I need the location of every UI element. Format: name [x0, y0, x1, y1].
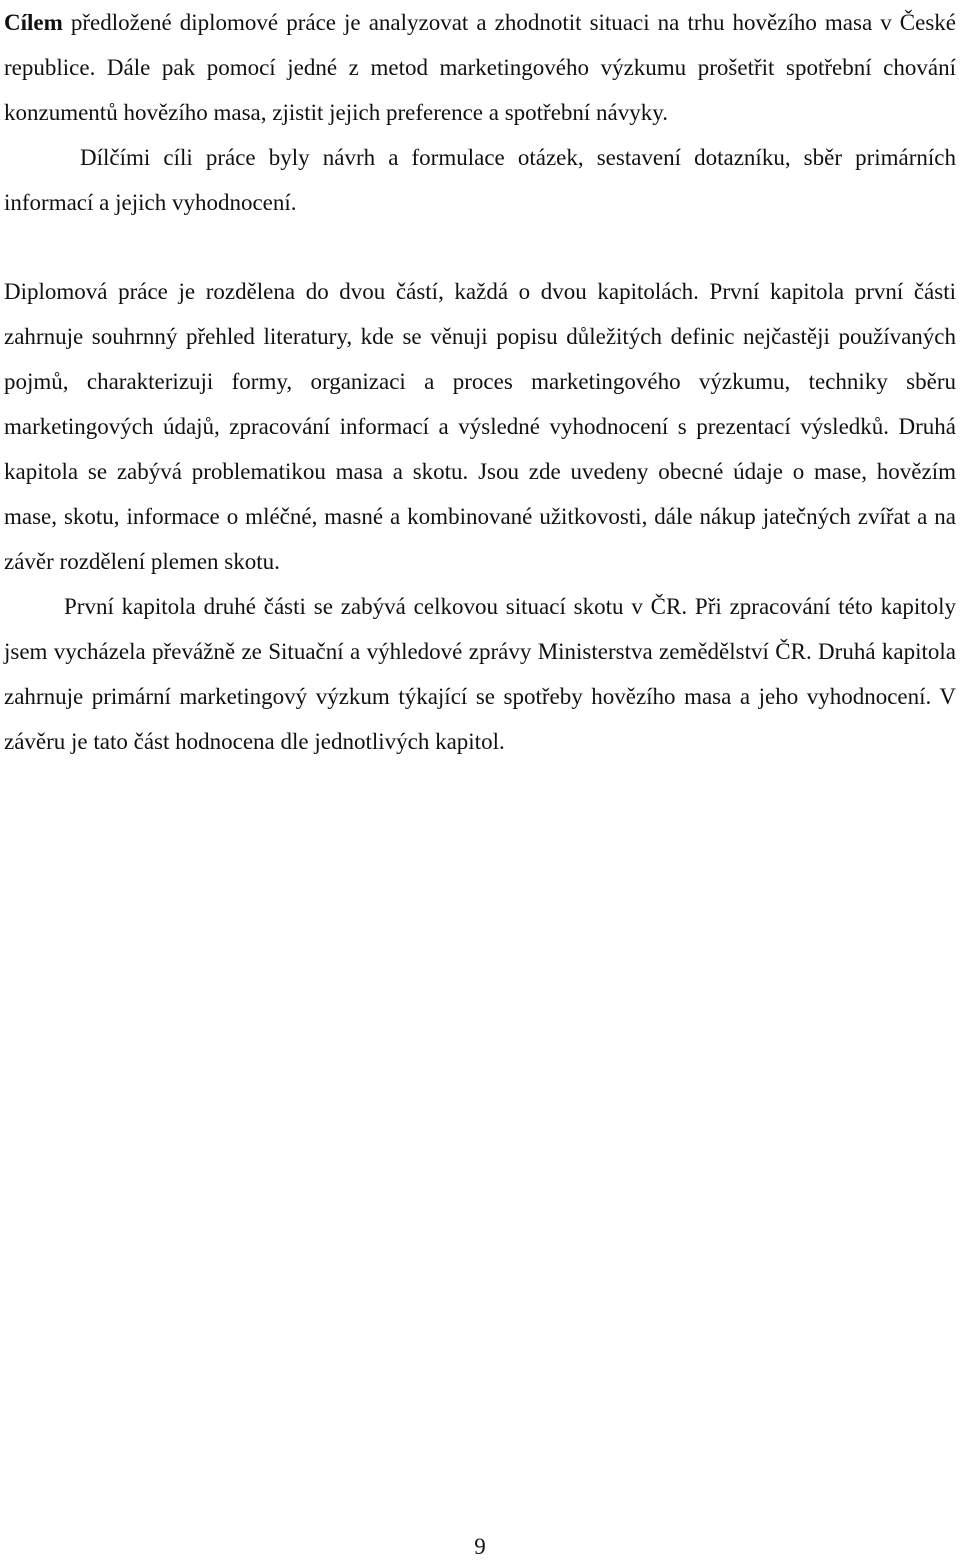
paragraph-spacer: [4, 225, 956, 269]
paragraph-second-part: První kapitola druhé části se zabývá celkovou situací skotu v ČR. Při zpracování této kapitoly jsem vycházela převážně ze Situační a výhledové zprávy Ministerstva zemědělství ČR. Druhá kapitola zahrnuje primární marketingový výzkum týkající se spotřeby hovězího masa a jeho vyhodnocení. V závěru je tato část hodnocena dle jednotlivých kapitol.: [4, 594, 956, 754]
paragraph-goal: [4, 0, 956, 135]
document-page: [4, 0, 956, 764]
paragraph-partial-goals: Dílčími cíli práce byly návrh a formulace otázek, sestavení dotazníku, sběr primárních informací a jejich vyhodnocení.: [4, 145, 956, 215]
page-number: 9: [474, 1534, 486, 1559]
goal-lead-word: Cílem: [4, 10, 63, 35]
goal-text: předložené diplomové práce je analyzovat a zhodnotit situaci na trhu hovězího masa v České republice. Dále pak pomocí jedné z metod marketingového výzkumu prošetřit spotřební chování konzumentů hovězího masa, zjistit jejich preference a spotřební návyky.: [4, 10, 956, 125]
paragraph-structure: Diplomová práce je rozdělena do dvou částí, každá o dvou kapitolách. První kapitola první části zahrnuje souhrnný přehled literatury, kde se věnuji popisu důležitých definic nejčastěji používaných pojmů, charakterizuji formy, organizaci a proces marketingového výzkumu, techniky sběru marketingových údajů, zpracování informací a výsledné vyhodnocení s prezentací výsledků. Druhá kapitola se zabývá problematikou masa a skotu. Jsou zde uvedeny obecné údaje o mase, hovězím mase, skotu, informace o mléčné, masné a kombinované užitkovosti, dále nákup jatečných zvířat a na závěr rozdělení plemen skotu.: [4, 279, 956, 574]
